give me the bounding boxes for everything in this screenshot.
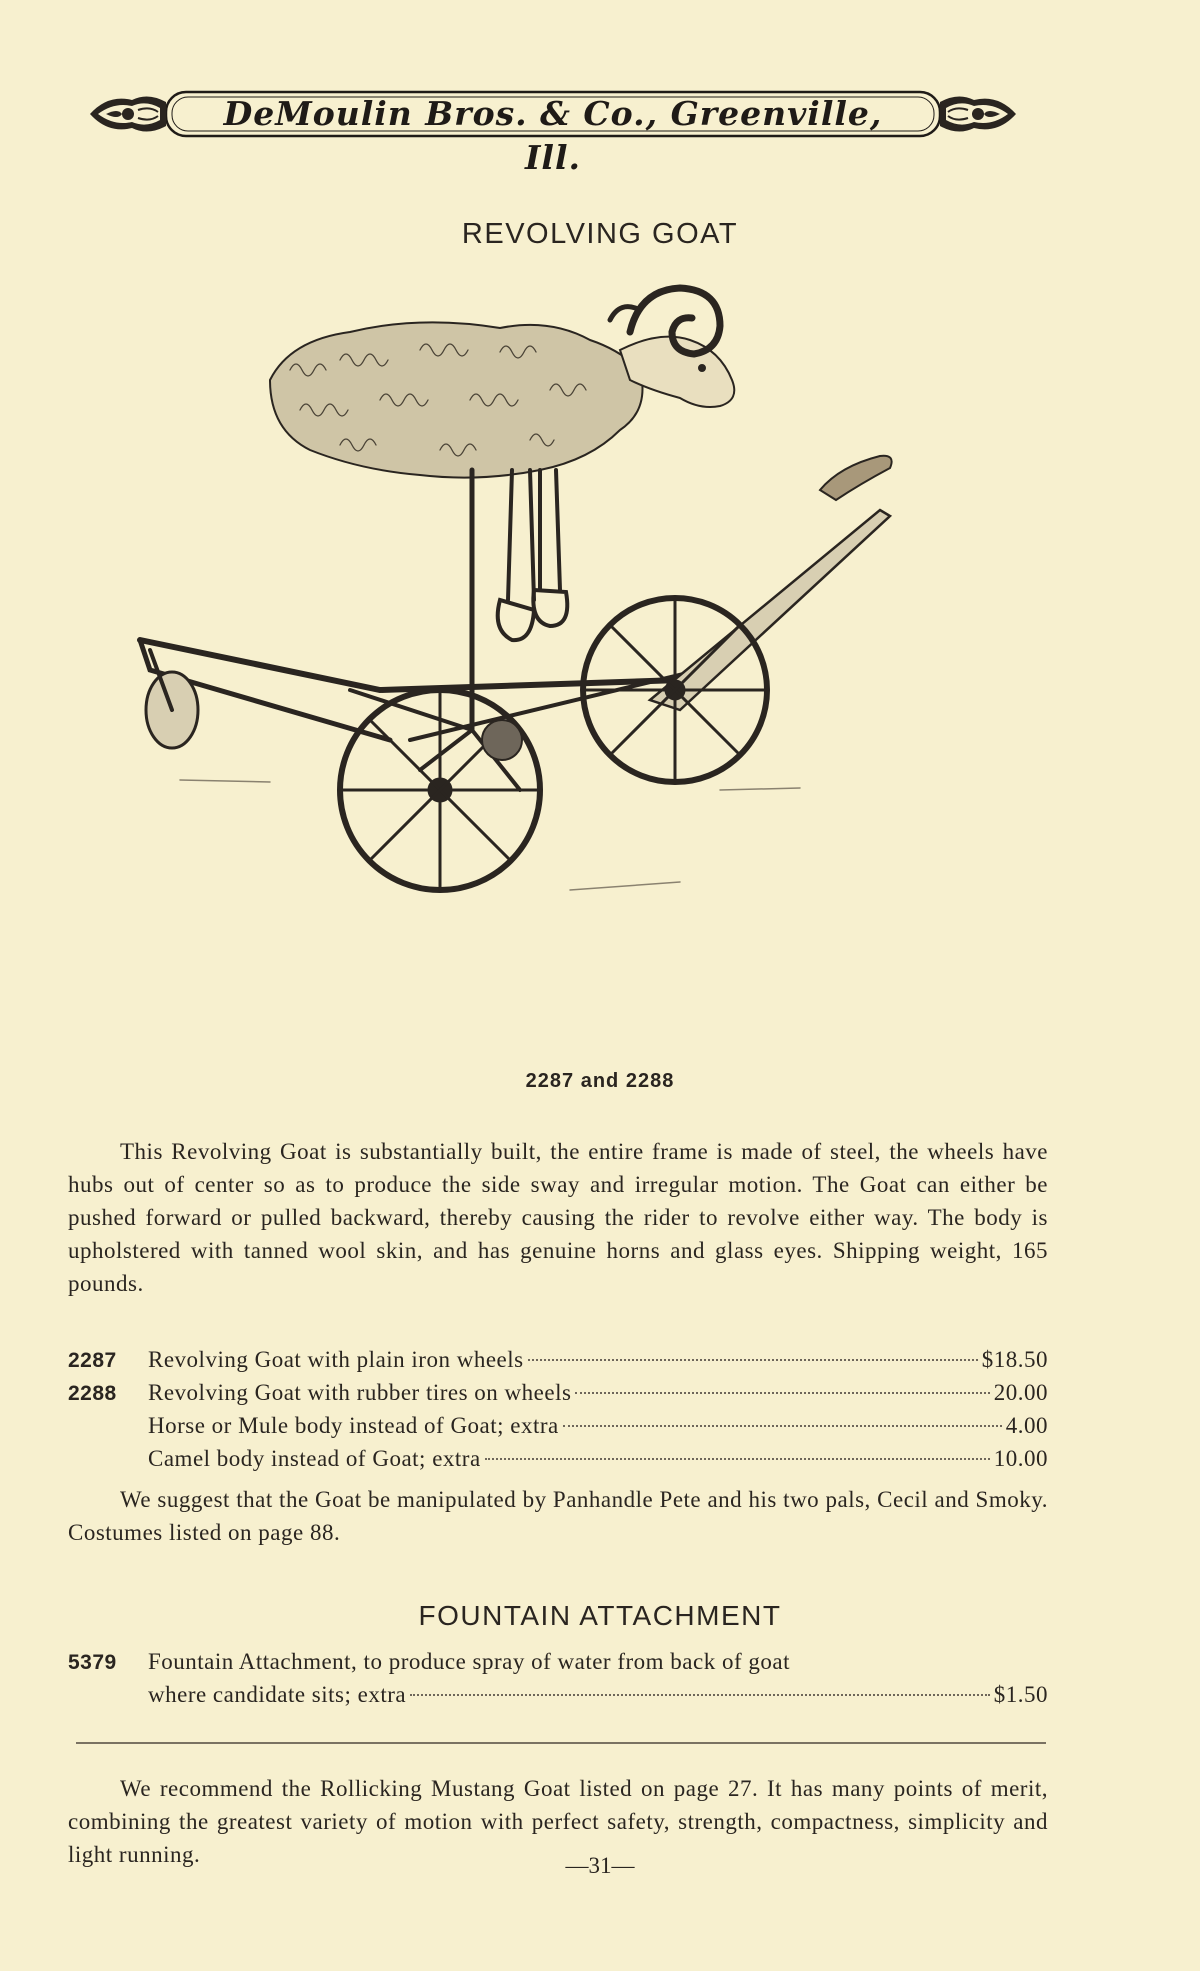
item-number: 5379	[68, 1651, 117, 1674]
suggestion-paragraph	[68, 1483, 1048, 1549]
item-description: Fountain Attachment, to produce spray of water from back of goat	[148, 1649, 790, 1674]
leader-dots	[485, 1458, 990, 1460]
item-description: Revolving Goat with rubber tires on wheels	[148, 1380, 572, 1405]
divider-rule	[76, 1742, 1046, 1744]
item-price: 4.00	[1005, 1413, 1048, 1438]
leader-dots	[563, 1425, 1002, 1427]
description-paragraph	[68, 1135, 1048, 1300]
item-row-2288	[68, 1376, 1048, 1409]
description-text: This Revolving Goat is substantially built, the entire frame is made of steel, the wheels have hubs out of center so as to produce the side sway and irregular motion. The Goat can either be pushed forward or pulled backward, thereby causing the rider to revolve either way. The body is upholstered with tanned wool skin, and has genuine horns and glass eyes. Shipping weight, 165 pounds.	[68, 1139, 1048, 1296]
item-price: 10.00	[993, 1446, 1048, 1471]
item-row-2287	[68, 1343, 1048, 1376]
page-number: —31—	[565, 1853, 635, 1878]
revolving-goat-illustration	[120, 270, 1070, 1080]
item-description: Revolving Goat with plain iron wheels	[148, 1347, 524, 1372]
banner-title: DeMoulin Bros. & Co., Greenville, Ill.	[223, 94, 883, 177]
item-price: $18.50	[981, 1347, 1048, 1372]
figure-caption: 2287 and 2288	[525, 1070, 675, 1092]
fountain-row-line1	[68, 1645, 1048, 1678]
suggestion-text: We suggest that the Goat be manipulated by Panhandle Pete and his two pals, Cecil and Smoky. Costumes listed on page 88.	[68, 1487, 1048, 1545]
header-banner	[88, 88, 1018, 177]
item-row-horse-mule	[68, 1409, 1048, 1442]
leader-dots	[575, 1392, 989, 1394]
fountain-row-line2	[68, 1678, 1048, 1711]
item-price: 20.00	[993, 1380, 1048, 1405]
leader-dots	[410, 1694, 990, 1696]
recommendation-text: We recommend the Rollicking Mustang Goat listed on page 27. It has many points of merit, combining the greatest variety of motion with perfect safety, strength, compactness, simplicity and light running.	[68, 1776, 1048, 1867]
item-description: Horse or Mule body instead of Goat; extra	[148, 1413, 559, 1438]
item-price: $1.50	[993, 1682, 1048, 1707]
section-heading-fountain: FOUNTAIN ATTACHMENT	[418, 1600, 782, 1631]
item-row-camel	[68, 1442, 1048, 1475]
page-title: REVOLVING GOAT	[461, 218, 739, 250]
item-number: 2287	[68, 1349, 117, 1372]
item-description: Camel body instead of Goat; extra	[148, 1446, 481, 1471]
item-description-cont: where candidate sits; extra	[148, 1682, 407, 1707]
leader-dots	[528, 1359, 978, 1361]
item-number: 2288	[68, 1382, 117, 1405]
